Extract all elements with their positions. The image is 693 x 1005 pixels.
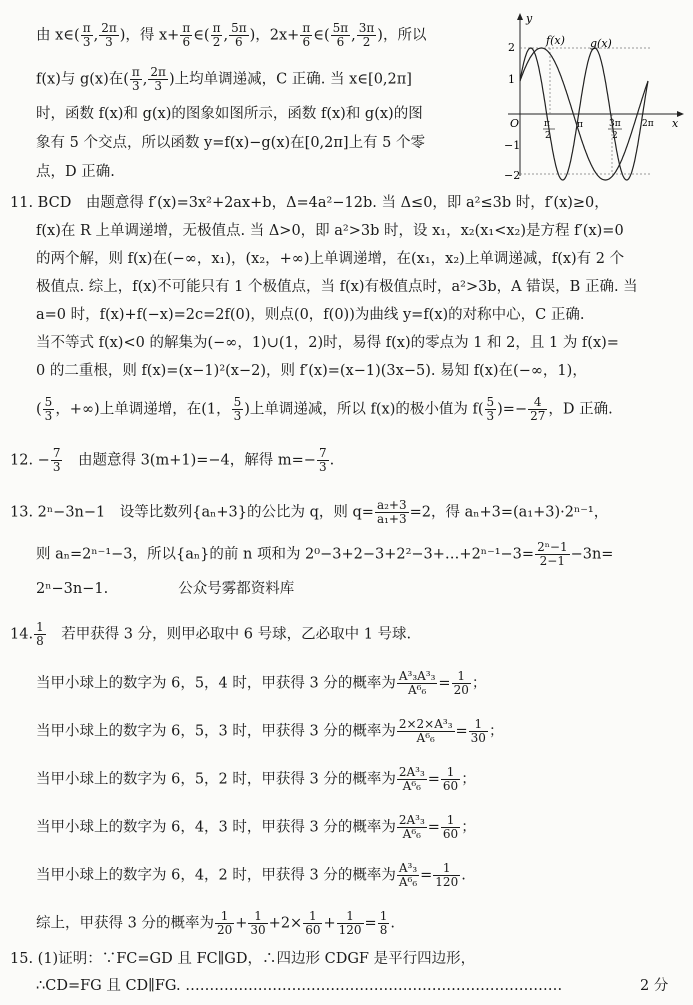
y-axis-arrow-icon	[517, 13, 523, 20]
text: ∈(	[313, 27, 330, 44]
x-axis-label: x	[672, 117, 679, 130]
fraction: $\frac{1}{30}$	[250, 909, 266, 937]
graph-svg	[506, 10, 686, 180]
text: )，得 x+	[119, 27, 180, 44]
fraction: $\frac{\text{2A³₃}}{\text{A⁶₆}}$	[398, 765, 425, 793]
q11-line-1: 11. BCD 由题意得 f′(x)=3x²+2ax+b，Δ=4a²−12b. 当 Δ≤0，即 a²≤3b 时，f′(x)≥0，	[10, 195, 609, 211]
text: 由 x∈(	[36, 27, 80, 44]
watermark-text: 公众号雾都资料库	[178, 581, 295, 597]
f-curve-label: f(x)	[546, 34, 565, 47]
fraction: $\frac{\pi}{3}$	[82, 21, 91, 49]
x-tick-label: π	[577, 120, 583, 130]
fraction: $\frac{\text{a₂+3}}{\text{a₁+3}}$	[376, 498, 407, 526]
q14-row-4: 当甲小球上的数字为 6，4，3 时，甲获得 3 分的概率为 $\frac{\text{2A³₃}}{\text{A⁶₆}}$ = $\frac{1}{60}$ ；	[36, 813, 476, 841]
y-tick-label: 2	[508, 41, 515, 54]
q14-heading: 14. $\frac{1}{8}$ 若甲获得 3 分，则甲必取中 6 号球，乙必取中 1 号球.	[10, 620, 412, 648]
fraction: $\frac{5}{3}$	[44, 395, 53, 423]
fraction: $\frac{5\pi}{6}$	[332, 21, 349, 49]
text: ∈(	[193, 27, 210, 44]
q11-line-8: ( $\frac{5}{3}$ ，+∞)上单调递增，在(1， $\frac{5}{3}$ )上单调递减，所以 f(x)的极小值为 f( $\frac{5}{3}$ )=− $\frac{4}{27}$ ，D 正确.	[36, 395, 613, 423]
q15-line-2: ∴CD=FG 且 CD∥FG. ……………………………………………………………………	[36, 978, 563, 994]
fraction: $\frac{\text{2×2×A³₃}}{\text{A⁶₆}}$	[398, 717, 453, 745]
function-graph	[506, 10, 686, 180]
fraction: $\frac{4}{27}$	[530, 395, 546, 423]
top-line-1: 由 x∈( $\frac{\pi}{3}$ , $\frac{2\pi}{3}$ )，得 x+ $\frac{\pi}{6}$ ∈( $\frac{\pi}{2}$ , $\frac{5\pi}{6}$ )，2x+ $\frac{\pi}{6}$ ∈( $\frac{5\pi}{6}$ , $\frac{3\pi}{2}$ )，所以	[36, 21, 427, 49]
top-line-4: 象有 5 个交点，所以函数 y=f(x)−g(x)在[0,2π]上有 5 个零	[36, 135, 426, 151]
text: )，2x+	[249, 27, 300, 44]
fraction: $\frac{2\pi}{3}$	[150, 65, 166, 93]
fraction: $\frac{7}{3}$	[318, 446, 327, 474]
fraction: $\frac{1}{8}$	[36, 620, 44, 648]
fraction: $\frac{7}{3}$	[52, 446, 61, 474]
fraction: $\frac{5}{3}$	[233, 395, 242, 423]
fraction: $\frac{5\pi}{6}$	[231, 21, 247, 49]
q15-line-1: 15. (1)证明：∵FC=GD 且 FC∥GD，∴四边形 CDGF 是平行四边形，	[10, 951, 476, 967]
x-tick-denominator: 2	[612, 131, 618, 141]
fraction: $\frac{2\pi}{3}$	[101, 21, 117, 49]
q11-line-2: f(x)在 R 上单调递增，无极值点. 当 Δ>0，即 a²>3b 时，设 x₁，x₂(x₁<x₂)是方程 f′(x)=0	[36, 223, 624, 239]
q13-line-3: 2ⁿ−3n−1. 公众号雾都资料库	[36, 581, 295, 597]
top-line-3: 时，函数 f(x)和 g(x)的图象如图所示，函数 f(x)和 g(x)的图	[36, 106, 423, 122]
fraction: $\frac{1}{20}$	[453, 669, 469, 697]
q14-sum: 综上，甲获得 3 分的概率为 $\frac{1}{20}$ + $\frac{1}{30}$ +2× $\frac{1}{60}$ + $\frac{1}{120}$ = $\frac{1}{8}$ .	[36, 909, 395, 937]
fraction: $\frac{\pi}{2}$	[212, 21, 221, 49]
fraction: $\frac{\text{2ⁿ−1}}{2-1}$	[537, 540, 568, 568]
q14-row-2: 当甲小球上的数字为 6，5，3 时，甲获得 3 分的概率为 $\frac{\text{2×2×A³₃}}{\text{A⁶₆}}$ = $\frac{1}{30}$ ；	[36, 717, 504, 745]
text: )，所以	[377, 27, 427, 44]
g-curve-label: g(x)	[590, 37, 612, 50]
fraction: $\frac{\text{A³₃}}{\text{A⁶₆}}$	[398, 861, 418, 889]
y-axis-label: y	[526, 12, 533, 25]
q14-row-5: 当甲小球上的数字为 6，4，2 时，甲获得 3 分的概率为 $\frac{\text{A³₃}}{\text{A⁶₆}}$ = $\frac{1}{120}$ .	[36, 861, 466, 889]
fraction: $\frac{5}{3}$	[486, 395, 495, 423]
fraction: $\frac{\text{A³₃A³₃}}{\text{A⁶₆}}$	[398, 669, 436, 697]
top-line-5: 点，D 正确.	[36, 164, 115, 180]
origin-label: O	[510, 117, 520, 130]
q11-line-3: 的两个解，则 f(x)在(−∞，x₁)，(x₂，+∞)上单调递增，在(x₁，x₂)上单调递减，f(x)有 2 个	[36, 251, 625, 267]
fraction: $\frac{1}{120}$	[435, 861, 459, 889]
q14-row-3: 当甲小球上的数字为 6，5，2 时，甲获得 3 分的概率为 $\frac{\text{2A³₃}}{\text{A⁶₆}}$ = $\frac{1}{60}$ ；	[36, 765, 476, 793]
fraction: $\frac{\pi}{3}$	[131, 65, 140, 93]
q12-line: 12. − $\frac{7}{3}$ 由题意得 3(m+1)=−4，解得 m=− $\frac{7}{3}$ .	[10, 446, 335, 474]
fraction: $\frac{3\pi}{2}$	[358, 21, 375, 49]
q13-line-2: 则 aₙ=2ⁿ⁻¹−3，所以{aₙ}的前 n 项和为 2⁰−3+2−3+2²−3+…+2ⁿ⁻¹−3= $\frac{\text{2ⁿ−1}}{2-1}$ −3n=	[36, 540, 614, 568]
fraction: $\frac{\pi}{6}$	[302, 21, 311, 49]
fraction: $\frac{1}{60}$	[305, 909, 321, 937]
text: )上均单调递减，C 正确. 当 x∈[0,2π]	[168, 71, 412, 88]
q14-row-1: 当甲小球上的数字为 6，5，4 时，甲获得 3 分的概率为 $\frac{\text{A³₃A³₃}}{\text{A⁶₆}}$ = $\frac{1}{20}$ ；	[36, 669, 487, 697]
q13-line-1: 13. 2ⁿ−3n−1 设等比数列{aₙ+3}的公比为 q，则 q= $\frac{\text{a₂+3}}{\text{a₁+3}}$ =2，得 aₙ+3=(a₁+3)·2ⁿ⁻¹，	[10, 498, 609, 526]
fraction: $\frac{1}{120}$	[338, 909, 362, 937]
x-tick-numerator: 3π	[609, 119, 621, 129]
fraction: $\frac{1}{8}$	[379, 909, 388, 937]
q11-line-7: 0 的二重根，则 f(x)=(x−1)²(x−2)，则 f′(x)=(x−1)(3x−5). 易知 f(x)在(−∞，1)，	[36, 363, 587, 379]
text: f(x)与 g(x)在(	[36, 71, 129, 88]
q11-line-4: 极值点. 综上，f(x)不可能只有 1 个极值点，当 f(x)有极值点时，a²>3b，A 错误，B 正确. 当	[36, 279, 638, 295]
fraction: $\frac{1}{60}$	[442, 765, 459, 793]
fraction: $\frac{\pi}{6}$	[182, 21, 191, 49]
x-tick-label: 2π	[642, 119, 654, 129]
fraction: $\frac{1}{20}$	[216, 909, 233, 937]
q11-line-6: 当不等式 f(x)<0 的解集为(−∞，1)∪(1，2)时，易得 f(x)的零点为 1 和 2，且 1 为 f(x)=	[36, 335, 619, 351]
x-tick-denominator: 2	[545, 131, 551, 141]
top-line-2: f(x)与 g(x)在( $\frac{\pi}{3}$ , $\frac{2\pi}{3}$ )上均单调递减，C 正确. 当 x∈[0,2π]	[36, 65, 412, 93]
fraction: $\frac{1}{30}$	[470, 717, 486, 745]
y-tick-label: −2	[504, 169, 521, 182]
fraction: $\frac{\text{2A³₃}}{\text{A⁶₆}}$	[398, 813, 425, 841]
x-tick-numerator: π	[544, 119, 550, 129]
q11-line-5: a=0 时，f(x)+f(−x)=2c=2f(0)，则点(0，f(0))为曲线 y=f(x)的对称中心，C 正确.	[36, 307, 585, 323]
y-tick-label: −1	[504, 139, 521, 152]
fraction: $\frac{1}{60}$	[442, 813, 459, 841]
score-label: 2 分	[640, 978, 669, 994]
y-tick-label: 1	[508, 73, 515, 86]
